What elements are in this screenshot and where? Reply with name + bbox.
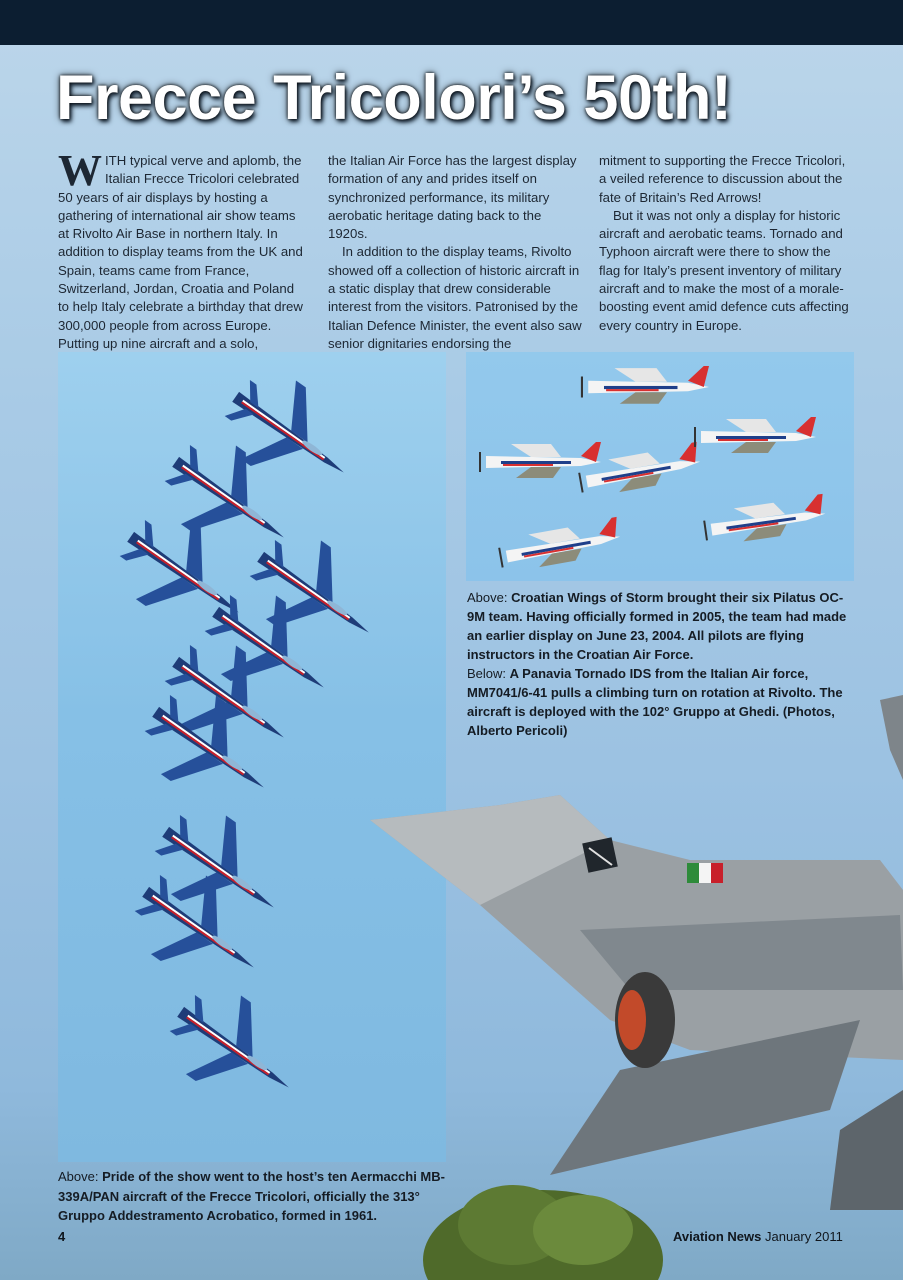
drop-cap: W [58, 146, 102, 195]
wings-of-storm-photo [466, 352, 854, 581]
issue-date: January 2011 [765, 1229, 843, 1244]
article-text: ITH typical verve and aplomb, the Italian Frecce Tricolori celebrated 50 years of air displays by hosting a gathering of international air show teams at Rivolto Air Base in northern Italy. In addition to display teams from the UK and Spain, teams came from France, Switzerland, Jordan, Croatia and Poland to help Italy celebrate a birthday that drew 300,000 people from across Europe. Putting up nine aircraft and a solo, [58, 153, 303, 351]
caption-label: Above: [58, 1169, 99, 1184]
photo-caption-left [58, 1167, 448, 1226]
article-paragraph: the Italian Air Force has the largest display formation of any and prides itself on synchronized performance, its military aerobatic heritage dating back to the 1920s. [328, 153, 577, 242]
top-bar [0, 0, 903, 45]
magazine-name: Aviation News [673, 1229, 762, 1244]
page-title: Frecce Tricolori’s 50th! [56, 63, 732, 133]
article-column-1 [58, 146, 303, 353]
caption-text: Croatian Wings of Storm brought their six Pilatus OC-9M team. Having officially formed in 2005, the team had made an earlier display on June 23, 2004. All pilots are flying instructors in the Croatian Air Force. [467, 590, 847, 662]
caption-text: A Panavia Tornado IDS from the Italian Air force, MM7041/6-41 pulls a climbing turn on rotation at Rivolto. The aircraft is deployed with the 102° Gruppo at Ghedi. (Photos, Alberto Pericoli) [467, 666, 843, 738]
tree-foliage-illustration [418, 1170, 668, 1280]
article-column-3 [599, 152, 855, 335]
article-paragraph: But it was not only a display for historic aircraft and aerobatic teams. Tornado and Typhoon aircraft were there to show the flag for Italy’s present inventory of military aircraft and to make the most of a morale-boosting event amid defence cuts affecting every country in Europe. [599, 207, 849, 333]
article-paragraph: In addition to the display teams, Rivolto showed off a collection of historic aircraft in a static display that drew considerable interest from the visitors. Patronised by the Italian Defence Minister, the event also saw senior dignitaries endorsing the [328, 244, 582, 351]
article-column-2 [328, 152, 584, 372]
magazine-footer [673, 1229, 843, 1244]
pilatus-formation-illustration [466, 352, 854, 581]
article-paragraph [58, 146, 303, 353]
caption-text: Pride of the show went to the host’s ten Aermacchi MB-339A/PAN aircraft of the Frecce Tricolori, officially the 313° Gruppo Addestramento Acrobatico, formed in 1961. [58, 1169, 445, 1223]
page-number: 4 [58, 1229, 66, 1244]
caption-label: Below: [467, 666, 507, 681]
photo-caption-right [467, 588, 857, 740]
article-paragraph: mitment to supporting the Frecce Tricolori, a veiled reference to discussion about the fate of Britain’s Red Arrows! [599, 153, 846, 205]
caption-label: Above: [467, 590, 508, 605]
tornado-aircraft-illustration [360, 690, 903, 1210]
